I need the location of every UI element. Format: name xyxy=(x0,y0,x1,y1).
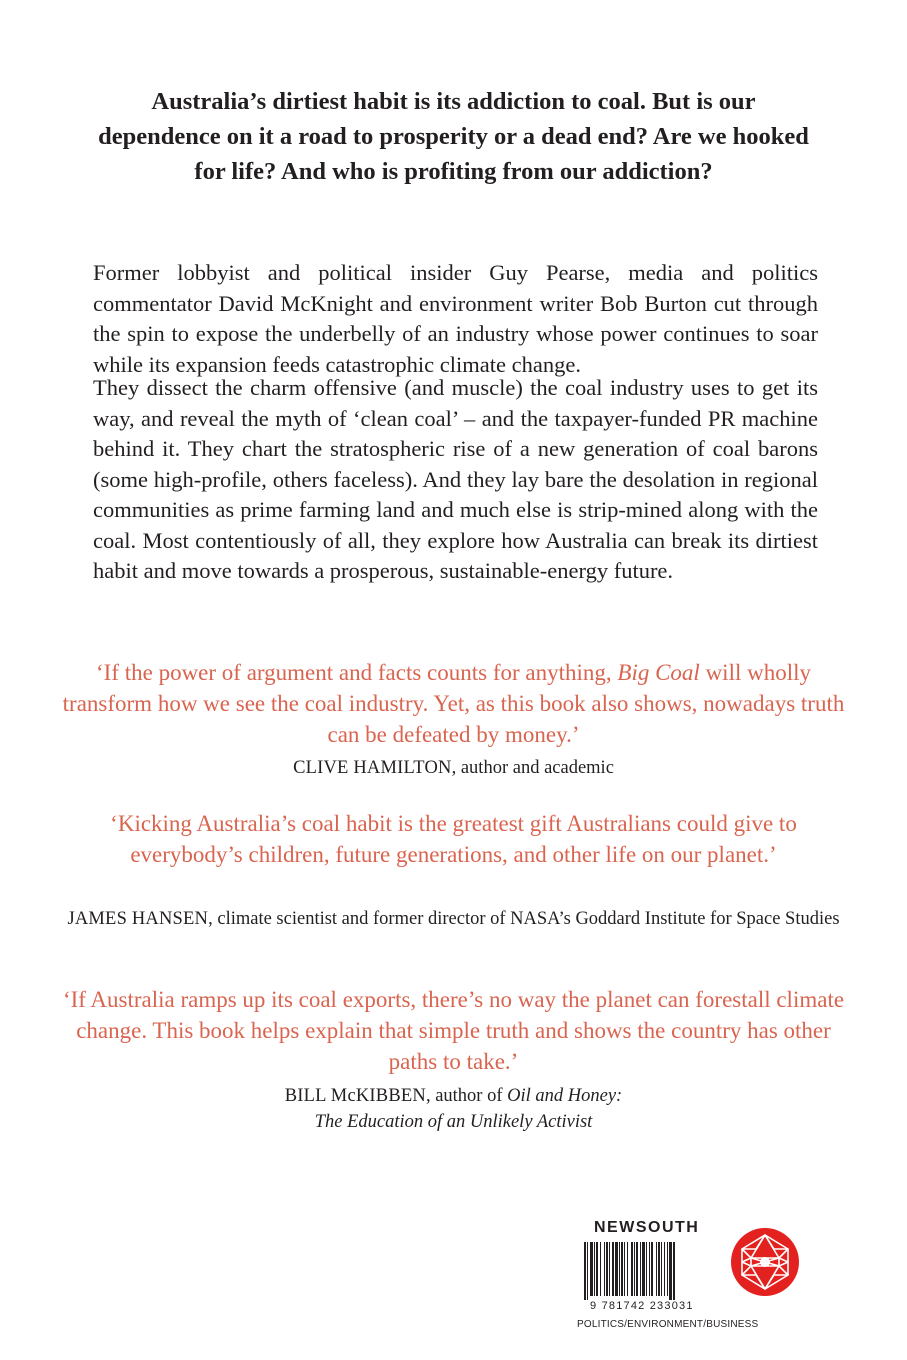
barcode-bars xyxy=(578,1242,718,1300)
barcode-bar xyxy=(627,1242,628,1296)
newsouth-star-logo-icon xyxy=(730,1227,800,1297)
quote-role: , author of xyxy=(425,1086,508,1106)
attribution-mckibben xyxy=(60,1083,847,1135)
barcode-bar xyxy=(596,1242,598,1296)
barcode-bar xyxy=(634,1242,635,1296)
barcode-bar xyxy=(621,1242,623,1296)
quote-role: , climate scientist and former director of NASA’s Goddard Institute for Space Studies xyxy=(208,909,840,929)
quote-hansen xyxy=(60,808,847,870)
barcode-bar xyxy=(661,1242,662,1296)
quote-role: , author and academic xyxy=(451,758,614,778)
barcode-bar xyxy=(587,1242,588,1300)
quote-text: will wholly transform how we see the coal industry. Yet, as this book also shows, nowadays truth can be defeated by money.’ xyxy=(62,660,845,747)
barcode-bar xyxy=(590,1242,593,1296)
quote-author: CLIVE HAMILTON xyxy=(293,758,452,778)
quote-mckibben xyxy=(60,984,847,1077)
barcode-bar xyxy=(584,1242,586,1300)
barcode-bar xyxy=(609,1242,610,1296)
barcode-bar xyxy=(604,1242,605,1296)
barcode-bar xyxy=(642,1242,645,1296)
isbn-number: 9 781742 233031 xyxy=(590,1300,694,1312)
barcode-bar xyxy=(646,1242,647,1296)
attribution-hansen xyxy=(60,906,847,932)
barcode-bar xyxy=(600,1242,601,1296)
barcode-bar xyxy=(619,1242,620,1296)
work-title-line2: The Education of an Unlikely Activist xyxy=(314,1112,593,1132)
barcode-bar xyxy=(664,1242,665,1296)
barcode-bar xyxy=(640,1242,641,1296)
quote-hamilton xyxy=(60,657,847,750)
quote-text: ‘Kicking Australia’s coal habit is the greatest gift Australians could give to everybody’s children, future generations, and other life on our planet.’ xyxy=(110,811,797,867)
quote-text: ‘If Australia ramps up its coal exports, there’s no way the planet can forestall climate change. This book helps explain that simple truth and shows the country has other paths to take.’ xyxy=(62,987,845,1074)
barcode-bar xyxy=(612,1242,614,1296)
category-label: POLITICS/ENVIRONMENT/BUSINESS xyxy=(577,1319,759,1330)
work-title-line1: Oil and Honey: xyxy=(507,1086,623,1106)
barcode-bar xyxy=(649,1242,650,1296)
publisher-name: NEWSOUTH xyxy=(594,1219,700,1236)
paragraph-authors: Former lobbyist and political insider Guy Pearse, media and politics commentator David McKnight and environment writer Bob Burton cut through the spin to expose the underbelly of an industry whose power continues to soar while its expansion feeds catastrophic climate change. xyxy=(93,260,818,377)
quote-text: ‘If the power of argument and facts counts for anything, xyxy=(96,660,618,685)
book-title: Big Coal xyxy=(617,660,700,685)
quote-author: JAMES HANSEN xyxy=(67,909,209,929)
headline: Australia’s dirtiest habit is its addiction to coal. But is our dependence on it a road to prosperity or a dead end? Are we hooked for life? And who is profiting from our addiction? xyxy=(98,88,809,185)
quote-author: BILL McKIBBEN xyxy=(284,1086,426,1106)
barcode-bar xyxy=(656,1242,657,1296)
barcode-bar xyxy=(667,1242,668,1296)
paragraph-summary: They dissect the charm offensive (and muscle) the coal industry uses to get its way, and reveal the myth of ‘clean coal’ – and the taxpayer-funded PR machine behind it. They chart the stratospheric rise of a new generation of coal barons (some high-profile, others faceless). And they lay bare the desolation in regional communities as prime farming land and much else is strip-mined along with the coal. Most contentiously of all, they explore how Australia can break its dirtiest habit and move towards a prosperous, sustainable-energy future. xyxy=(93,375,818,583)
barcode-bar xyxy=(669,1242,672,1300)
barcode-bar xyxy=(636,1242,638,1296)
barcode-bar xyxy=(658,1242,660,1296)
barcode-bar xyxy=(624,1242,625,1296)
barcode-bar xyxy=(594,1242,595,1296)
barcode-bar xyxy=(606,1242,608,1296)
barcode-bar xyxy=(651,1242,653,1296)
barcode-bar xyxy=(631,1242,633,1296)
barcode-bar xyxy=(673,1242,675,1300)
attribution-hamilton xyxy=(60,755,847,781)
barcode-icon xyxy=(578,1242,718,1300)
barcode-bar xyxy=(615,1242,618,1296)
